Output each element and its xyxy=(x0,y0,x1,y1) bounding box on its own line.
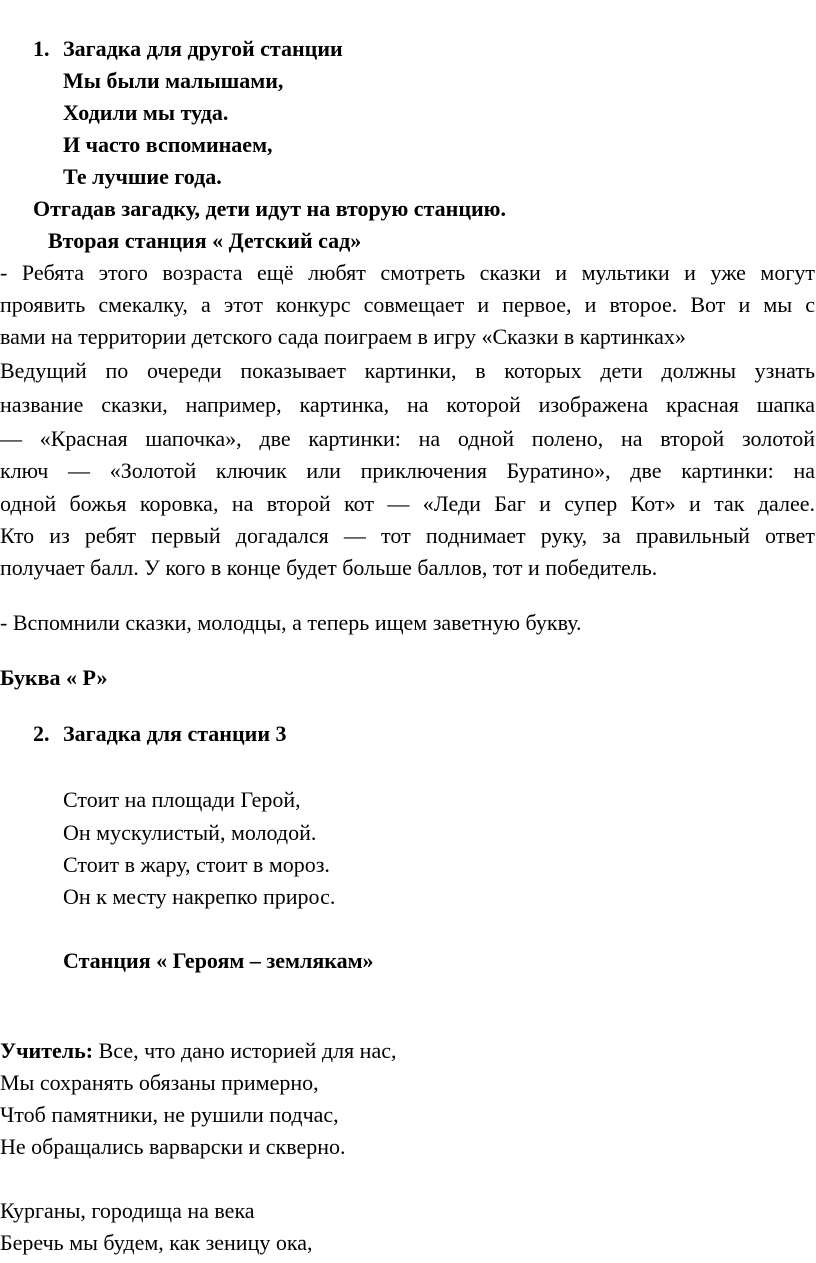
station-title: Вторая станция « Детский сад» xyxy=(48,228,362,253)
paragraph-line: название сказки, например, картинка, на которой изображена красная шапка xyxy=(0,392,815,417)
poem-line: Он мускулистый, молодой. xyxy=(63,820,317,845)
speech-line: Все, что дано историей для нас, xyxy=(93,1038,397,1063)
list-number: 2. xyxy=(33,721,50,746)
poem-line: Стоит в жару, стоит в мороз. xyxy=(63,852,330,877)
poem-line: Мы были малышами, xyxy=(63,68,284,93)
teacher-speech xyxy=(0,1036,396,1066)
letter-heading: Буква « Р» xyxy=(0,665,108,690)
poem-line: И часто вспоминаем, xyxy=(63,132,273,157)
riddle-1-title: Загадка для другой станции xyxy=(63,36,343,61)
paragraph-line: проявить смекалку, а этот конкурс совмещает и первое, и второе. Вот и мы с xyxy=(0,292,815,317)
speech-line: Мы сохранять обязаны примерно, xyxy=(0,1070,319,1095)
poem-line: Те лучшие года. xyxy=(63,164,222,189)
speech-line: Чтоб памятники, не рушили подчас, xyxy=(0,1102,339,1127)
poem-line: Ходили мы туда. xyxy=(63,100,229,125)
paragraph-line: Кто из ребят первый догадался — тот поднимает руку, за правильный ответ xyxy=(0,523,815,548)
speaker-label: Учитель: xyxy=(0,1038,94,1063)
paragraph-line: — «Красная шапочка», две картинки: на одной полено, на второй золотой xyxy=(0,426,815,451)
paragraph-line: вами на территории детского сада поиграем в игру «Сказки в картинках» xyxy=(0,324,686,349)
riddle-2-title: Загадка для станции 3 xyxy=(63,721,287,746)
paragraph-line: получает балл. У кого в конце будет больше баллов, тот и победитель. xyxy=(0,555,658,580)
paragraph-line: - Ребята этого возраста ещё любят смотреть сказки и мультики и уже могут xyxy=(0,260,815,285)
paragraph-line: ключ — «Золотой ключик или приключения Буратино», две картинки: на xyxy=(0,458,815,483)
riddle-2-heading xyxy=(33,719,287,749)
station-title: Станция « Героям – землякам» xyxy=(63,948,374,973)
poem-line: Стоит на площади Герой, xyxy=(63,787,301,812)
paragraph-line: Ведущий по очереди показывает картинки, в которых дети должны узнать xyxy=(0,358,815,383)
speech-line: Беречь мы будем, как зеницу ока, xyxy=(0,1230,313,1255)
speech-line: Курганы, городища на века xyxy=(0,1198,255,1223)
paragraph-line: одной божья коровка, на второй кот — «Леди Баг и супер Кот» и так далее. xyxy=(0,491,815,516)
list-number: 1. xyxy=(33,36,50,61)
instruction-text: Отгадав загадку, дети идут на вторую станцию. xyxy=(33,196,506,221)
speech-line: Не обращались варварски и скверно. xyxy=(0,1134,346,1159)
riddle-1-heading xyxy=(33,34,343,64)
remark-text: - Вспомнили сказки, молодцы, а теперь ищем заветную букву. xyxy=(0,610,582,635)
poem-line: Он к месту накрепко прирос. xyxy=(63,884,336,909)
